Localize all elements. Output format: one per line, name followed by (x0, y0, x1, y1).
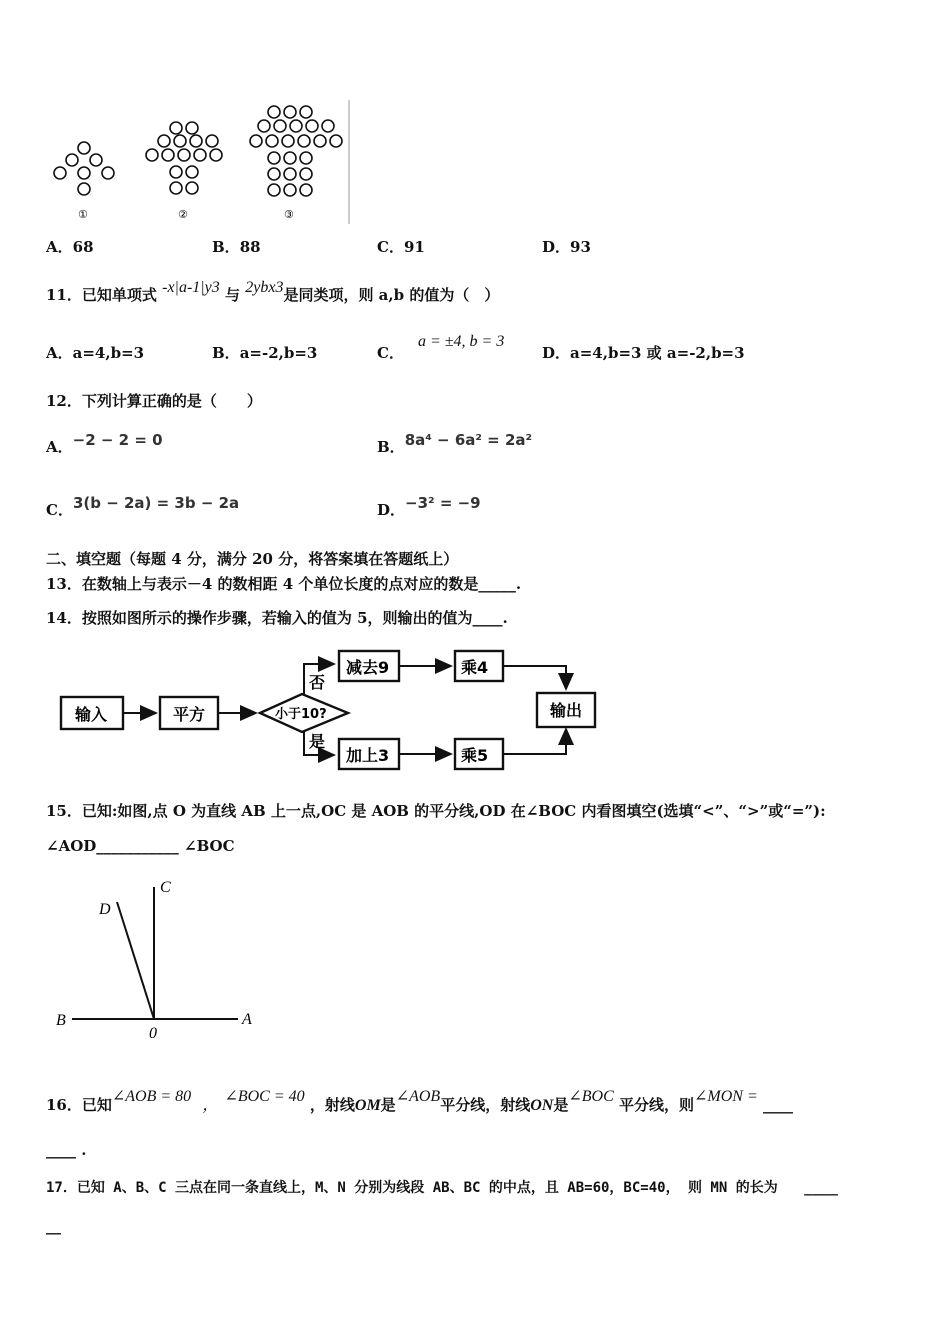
q11-expr2: 2ybx3 (245, 279, 284, 296)
flow-output-label: 输出 (550, 701, 583, 720)
section-2-heading: 二、填空题（每题 4 分，满分 20 分，将答案填在答题纸上） (46, 550, 459, 568)
flow-square-label: 平方 (173, 705, 206, 724)
pattern-label-3: ③ (284, 208, 294, 221)
q15-stem: 15．已知:如图,点 O 为直线 AB 上一点,OC 是 AOB 的平分线,OD 在∠BOC 内看图填空(选填“<”、“>”或“=”): (46, 802, 826, 820)
q12-option-b: B．8a⁴ − 6a² = 2a² (377, 431, 533, 456)
q11-option-b: B．a=-2,b=3 (212, 344, 318, 362)
label-C: C (160, 879, 171, 896)
flow-add-label: 加上3 (346, 746, 390, 765)
q17-blank-1[interactable]: ____ (804, 1180, 838, 1196)
q16-stem: 16．已知∠AOB = 80 ，∠BOC = 40 ，射线OM是∠AOB平分线，射线ON是∠BOC 平分线，则∠MON = ____ (46, 1088, 793, 1114)
flow-mul5-label: 乘5 (461, 746, 489, 765)
q11-option-c: C．a = ±4, b = 3 (377, 333, 505, 362)
q14-stem: 14．按照如图所示的操作步骤，若输入的值为 5，则输出的值为____. (46, 609, 508, 627)
q10-option-b: B．88 (212, 238, 261, 256)
flow-mul4-label: 乘4 (461, 658, 489, 677)
q12-stem: 12．下列计算正确的是（ ） (46, 392, 262, 410)
label-D: D (99, 901, 111, 918)
q16-blank-1[interactable]: ____ (763, 1096, 793, 1114)
q10-option-a: A．68 (46, 238, 94, 256)
q10-option-c: C．91 (377, 238, 425, 256)
q11-stem: 11．已知单项式 -x|a-1|y3 与 2ybx3是同类项，则 a,b 的值为（ ） (46, 279, 500, 304)
label-O: 0 (149, 1025, 157, 1042)
q12-option-d: D．−3² = −9 (377, 494, 481, 519)
pattern-label-1: ① (78, 208, 88, 221)
q15-angle-figure (50, 872, 270, 1047)
q12-option-c: C．3(b − 2a) = 3b − 2a (46, 494, 240, 519)
flow-input-label: 输入 (75, 705, 108, 724)
pattern-2 (146, 122, 222, 194)
q13-stem: 13．在数轴上与表示－4 的数相距 4 个单位长度的点对应的数是_____. (46, 575, 522, 593)
q17-blank-2[interactable]: __ (46, 1217, 61, 1235)
q10-option-d: D．93 (542, 238, 591, 256)
q14-flowchart (56, 644, 616, 779)
q11-option-d: D．a=4,b=3 或 a=-2,b=3 (542, 344, 745, 362)
flow-sub-label: 减去9 (346, 658, 390, 677)
pattern-1 (54, 142, 114, 195)
flow-yes-label: 是 (309, 732, 326, 751)
flow-no-label: 否 (309, 673, 326, 692)
q15-fill-line: ∠AOD___________ ∠BOC (46, 837, 235, 855)
label-B: B (56, 1012, 66, 1029)
q10-pattern-figure (44, 100, 354, 224)
q16-blank-2[interactable]: ____ . (46, 1141, 87, 1159)
q11-expr1: -x|a-1|y3 (162, 279, 220, 296)
q11-option-a: A．a=4,b=3 (46, 344, 145, 362)
label-A: A (242, 1011, 252, 1028)
q17-stem: 17．已知 A、B、C 三点在同一条直线上，M、N 分别为线段 AB、BC 的中点，且 AB=60，BC=40， 则 MN 的长为 ____ (46, 1180, 838, 1196)
q15-blank[interactable]: ___________ (96, 837, 179, 855)
pattern-3 (250, 106, 342, 196)
pattern-label-2: ② (178, 208, 188, 221)
q12-option-a: A．−2 − 2 = 0 (46, 431, 163, 456)
flow-decision-label: 小于10? (275, 707, 327, 722)
